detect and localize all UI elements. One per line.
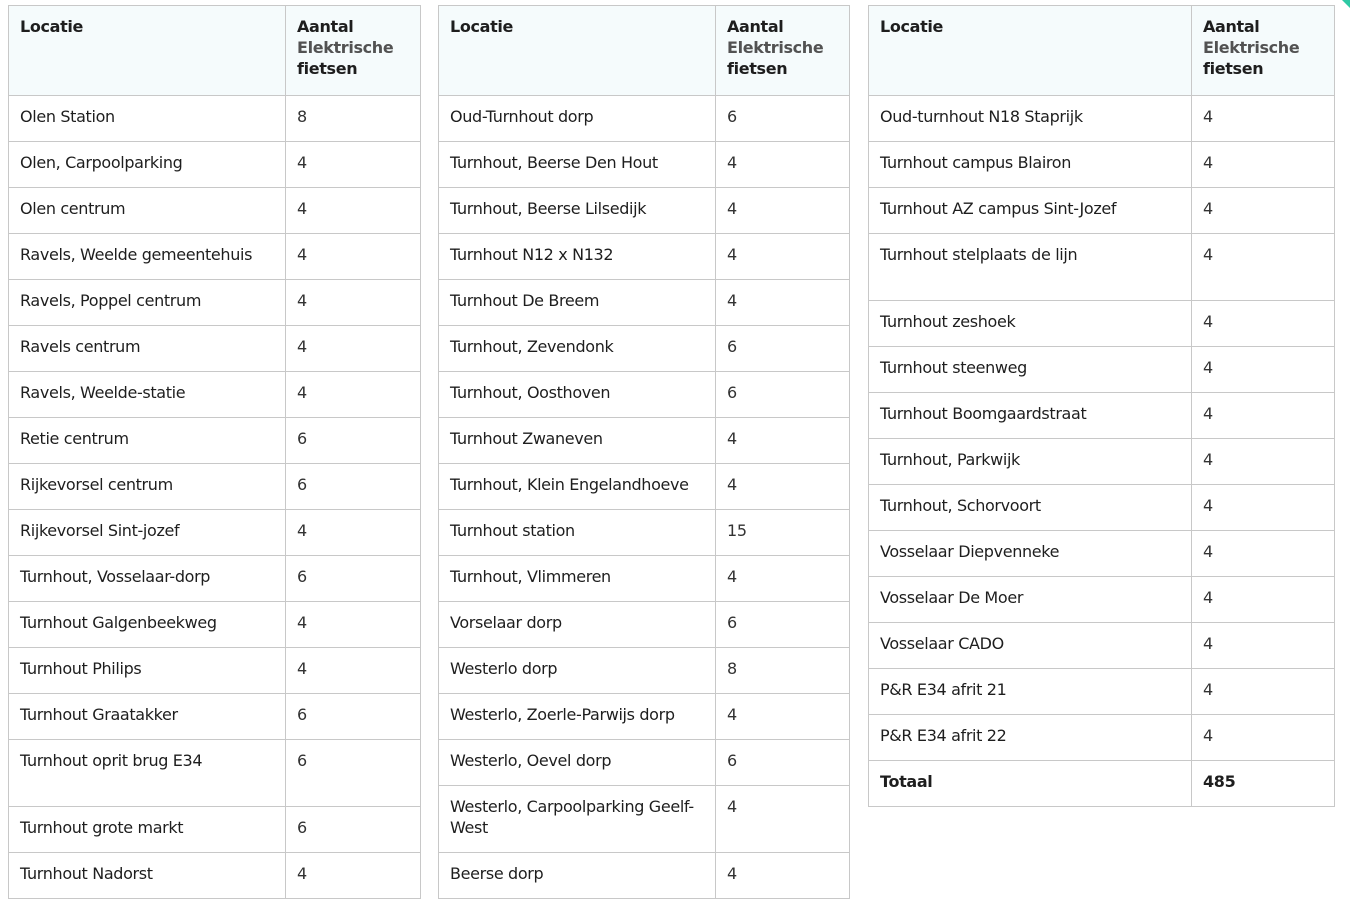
table-header-row [9,6,421,96]
count-cell: 4 [1192,142,1335,188]
count-cell: 4 [716,786,850,853]
table-row [869,531,1335,577]
table-row [9,234,421,280]
count-cell: 6 [286,464,421,510]
location-cell: Rijkevorsel Sint-jozef [9,510,286,556]
header-count-line1: Aantal [297,17,354,36]
table-row [869,577,1335,623]
count-cell: 6 [716,96,850,142]
location-cell: Ravels, Weelde gemeentehuis [9,234,286,280]
count-cell: 4 [286,648,421,694]
count-cell: 4 [286,142,421,188]
header-count-line2: Elektrische [1203,38,1300,57]
total-row [869,761,1335,807]
table-row [9,372,421,418]
table-row [439,648,850,694]
count-cell: 4 [716,853,850,899]
table-row [9,326,421,372]
table-row [9,510,421,556]
table-row [869,439,1335,485]
table-row [439,188,850,234]
location-cell: Turnhout Boomgaardstraat [869,393,1192,439]
count-cell: 4 [286,326,421,372]
count-cell: 4 [1192,393,1335,439]
location-cell: Westerlo, Zoerle-Parwijs dorp [439,694,716,740]
count-cell: 4 [286,188,421,234]
header-count [716,6,850,96]
location-cell: Oud-turnhout N18 Staprijk [869,96,1192,142]
count-cell: 4 [716,556,850,602]
table-row [869,623,1335,669]
count-cell: 4 [716,280,850,326]
location-cell: Olen, Carpoolparking [9,142,286,188]
total-label: Totaal [869,761,1192,807]
count-cell: 4 [716,188,850,234]
table-row [869,485,1335,531]
table-row [439,464,850,510]
location-cell: Turnhout zeshoek [869,301,1192,347]
count-cell: 4 [1192,439,1335,485]
location-cell: Vorselaar dorp [439,602,716,648]
location-cell: Oud-Turnhout dorp [439,96,716,142]
table-row [869,301,1335,347]
count-cell: 6 [286,740,421,807]
count-cell: 4 [1192,715,1335,761]
location-cell: Beerse dorp [439,853,716,899]
table-row [869,347,1335,393]
table-row [439,142,850,188]
count-cell: 4 [716,694,850,740]
location-cell: Turnhout stelplaats de lijn [869,234,1192,301]
count-cell: 4 [286,853,421,899]
location-cell: Turnhout Graatakker [9,694,286,740]
table-row [9,188,421,234]
location-cell: Olen centrum [9,188,286,234]
table-row [9,556,421,602]
header-count-line3: fietsen [297,59,358,78]
count-cell: 8 [716,648,850,694]
header-count-line3: fietsen [727,59,788,78]
table-row [439,556,850,602]
location-cell: Turnhout, Beerse Lilsedijk [439,188,716,234]
table-row [439,694,850,740]
table-row [9,96,421,142]
location-cell: Westerlo, Oevel dorp [439,740,716,786]
count-cell: 6 [286,418,421,464]
count-cell: 4 [1192,669,1335,715]
count-cell: 6 [286,694,421,740]
count-cell: 6 [716,602,850,648]
count-cell: 6 [716,326,850,372]
location-cell: Vosselaar De Moer [869,577,1192,623]
location-cell: Turnhout Galgenbeekweg [9,602,286,648]
count-cell: 4 [1192,234,1335,301]
table-header-row [869,6,1335,96]
header-count [286,6,421,96]
table-row [439,602,850,648]
count-cell: 4 [716,142,850,188]
header-count-line3: fietsen [1203,59,1264,78]
count-cell: 8 [286,96,421,142]
table-row [9,142,421,188]
count-cell: 4 [286,510,421,556]
count-cell: 6 [286,807,421,853]
count-cell: 4 [1192,577,1335,623]
location-cell: Turnhout AZ campus Sint-Jozef [869,188,1192,234]
table-row [869,188,1335,234]
table-row [869,142,1335,188]
table-row [869,393,1335,439]
bike-table-1 [8,5,421,899]
location-cell: Turnhout, Parkwijk [869,439,1192,485]
table-row [439,510,850,556]
table-row [9,807,421,853]
table-row [439,326,850,372]
count-cell: 4 [1192,188,1335,234]
table-row [439,280,850,326]
table-row [439,418,850,464]
location-cell: Turnhout oprit brug E34 [9,740,286,807]
header-count-line1: Aantal [1203,17,1260,36]
table-row [9,694,421,740]
location-cell: Rijkevorsel centrum [9,464,286,510]
location-cell: Turnhout N12 x N132 [439,234,716,280]
table-row [9,602,421,648]
table-row [9,280,421,326]
count-cell: 4 [286,602,421,648]
location-cell: Vosselaar Diepvenneke [869,531,1192,577]
count-cell: 4 [1192,301,1335,347]
header-location: Locatie [9,6,286,96]
header-count [1192,6,1335,96]
count-cell: 4 [1192,347,1335,393]
table-row [9,648,421,694]
location-cell: Turnhout grote markt [9,807,286,853]
location-cell: Vosselaar CADO [869,623,1192,669]
location-cell: Turnhout Zwaneven [439,418,716,464]
location-cell: Turnhout steenweg [869,347,1192,393]
table-row [869,234,1335,301]
location-cell: Turnhout, Vlimmeren [439,556,716,602]
count-cell: 4 [1192,485,1335,531]
location-cell: Turnhout De Breem [439,280,716,326]
location-cell: Turnhout station [439,510,716,556]
location-cell: Westerlo, Carpoolparking Geelf-West [439,786,716,853]
location-cell: Turnhout, Klein Engelandhoeve [439,464,716,510]
location-cell: Turnhout, Zevendonk [439,326,716,372]
location-cell: Retie centrum [9,418,286,464]
location-cell: P&R E34 afrit 22 [869,715,1192,761]
count-cell: 4 [716,464,850,510]
location-cell: Westerlo dorp [439,648,716,694]
header-location: Locatie [439,6,716,96]
total-count: 485 [1192,761,1335,807]
corner-accent [1342,0,1350,8]
location-cell: Turnhout Nadorst [9,853,286,899]
location-cell: Turnhout campus Blairon [869,142,1192,188]
count-cell: 6 [716,372,850,418]
location-cell: Turnhout, Vosselaar-dorp [9,556,286,602]
table-row [9,740,421,807]
count-cell: 4 [716,234,850,280]
bike-table-2 [438,5,850,899]
table-row [869,96,1335,142]
count-cell: 4 [1192,96,1335,142]
location-cell: Olen Station [9,96,286,142]
count-cell: 4 [716,418,850,464]
location-cell: P&R E34 afrit 21 [869,669,1192,715]
table-header-row [439,6,850,96]
location-cell: Ravels, Poppel centrum [9,280,286,326]
table-row [439,853,850,899]
header-count-line2: Elektrische [297,38,394,57]
count-cell: 4 [286,372,421,418]
table-row [439,234,850,280]
location-cell: Turnhout, Schorvoort [869,485,1192,531]
count-cell: 6 [286,556,421,602]
count-cell: 15 [716,510,850,556]
header-location: Locatie [869,6,1192,96]
table-row [439,786,850,853]
location-cell: Ravels, Weelde-statie [9,372,286,418]
count-cell: 4 [1192,531,1335,577]
count-cell: 6 [716,740,850,786]
location-cell: Turnhout, Oosthoven [439,372,716,418]
location-cell: Turnhout, Beerse Den Hout [439,142,716,188]
location-cell: Turnhout Philips [9,648,286,694]
table-row [9,464,421,510]
count-cell: 4 [286,234,421,280]
table-row [439,372,850,418]
header-count-line1: Aantal [727,17,784,36]
count-cell: 4 [286,280,421,326]
table-row [9,418,421,464]
table-row [869,669,1335,715]
bike-table-3 [868,5,1335,807]
table-row [9,853,421,899]
header-count-line2: Elektrische [727,38,824,57]
table-row [439,96,850,142]
count-cell: 4 [1192,623,1335,669]
location-cell: Ravels centrum [9,326,286,372]
table-row [439,740,850,786]
table-row [869,715,1335,761]
